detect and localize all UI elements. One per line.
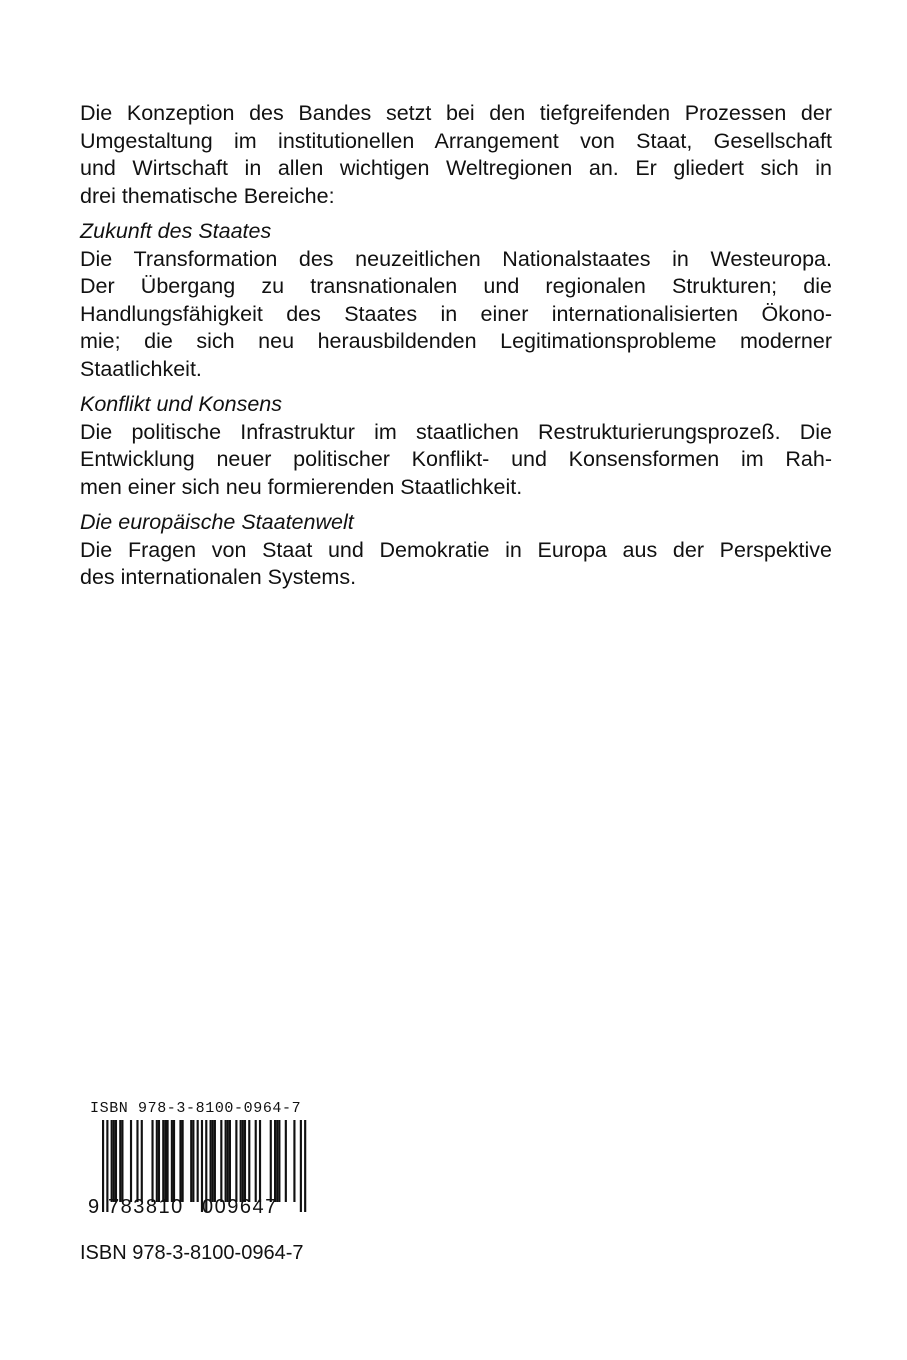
- barcode-bar: [259, 1120, 261, 1202]
- section-heading-zukunft: Zukunft des Staates: [80, 219, 272, 243]
- barcode-bar: [156, 1120, 158, 1202]
- barcode: [88, 1100, 318, 1218]
- barcode-bar: [164, 1120, 166, 1202]
- section-line: Die Fragen von Staat und Demokratie in Europa aus der Perspektive: [80, 537, 832, 562]
- section-line: Staatlichkeit.: [80, 356, 202, 381]
- intro-line: drei thematische Bereiche:: [80, 183, 335, 208]
- barcode-isbn-label: ISBN 978-3-8100-0964-7: [90, 1100, 302, 1117]
- isbn-text: ISBN 978-3-8100-0964-7: [80, 1242, 304, 1264]
- barcode-bar: [136, 1120, 138, 1202]
- barcode-bar: [285, 1120, 287, 1202]
- barcode-bar: [242, 1120, 244, 1202]
- section-line: mie; die sich neu herausbildenden Legitimationsprobleme moderner: [80, 329, 832, 353]
- section-line: Entwicklung neuer politischer Konflikt- und Konsensformen im Rah-: [80, 447, 832, 471]
- section-line: Handlungsfähigkeit des Staates in einer internationalisierten Ökono-: [80, 301, 832, 326]
- barcode-left-digits: 783810: [108, 1196, 184, 1218]
- barcode-bar: [141, 1120, 143, 1202]
- barcode-bar: [111, 1120, 113, 1202]
- section-heading-konflikt: Konflikt und Konsens: [80, 392, 282, 416]
- barcode-bar: [115, 1120, 117, 1202]
- barcode-bar: [293, 1120, 295, 1202]
- barcode-first-digit: 9: [88, 1196, 100, 1218]
- section-line: men einer sich neu formierenden Staatlichkeit.: [80, 474, 523, 499]
- barcode-bar: [130, 1120, 132, 1202]
- barcode-bar: [255, 1120, 257, 1202]
- barcode-bar: [220, 1120, 222, 1202]
- barcode-bar: [229, 1120, 231, 1202]
- barcode-bar: [300, 1120, 302, 1212]
- barcode-bar: [173, 1120, 175, 1202]
- barcode-bar: [171, 1120, 173, 1202]
- section-line: Die politische Infrastruktur im staatlichen Restrukturierungsprozeß. Die: [80, 419, 832, 444]
- barcode-bar: [158, 1120, 160, 1202]
- barcode-bar: [119, 1120, 121, 1202]
- intro-line: Umgestaltung im institutionellen Arrangement von Staat, Gesellschaft: [80, 128, 832, 153]
- barcode-bar: [274, 1120, 276, 1202]
- barcode-bar: [190, 1120, 192, 1202]
- section-line: des internationalen Systems.: [80, 565, 357, 589]
- barcode-bar: [240, 1120, 242, 1202]
- barcode-bar: [121, 1120, 123, 1202]
- barcode-bar: [278, 1120, 280, 1202]
- barcode-bar: [192, 1120, 194, 1202]
- barcode-bar: [113, 1120, 115, 1202]
- blurb: [80, 100, 832, 592]
- barcode-bar: [235, 1120, 237, 1202]
- barcode-bar: [182, 1120, 184, 1202]
- barcode-bar: [227, 1120, 229, 1202]
- barcode-bar: [244, 1120, 246, 1202]
- barcode-bar: [167, 1120, 169, 1202]
- barcode-bar: [304, 1120, 306, 1212]
- barcode-bar: [270, 1120, 272, 1202]
- barcode-bar: [197, 1120, 199, 1202]
- barcode-bar: [212, 1120, 214, 1202]
- barcode-bar: [214, 1120, 216, 1202]
- barcode-right-digits: 009647: [202, 1196, 278, 1218]
- intro-paragraph: [80, 100, 832, 210]
- section-body-konflikt: [80, 419, 832, 502]
- barcode-bar: [102, 1120, 104, 1212]
- section-heading-staatenwelt: Die europäische Staatenwelt: [80, 510, 354, 534]
- section-body-staatenwelt: [80, 537, 832, 592]
- barcode-bar: [248, 1120, 250, 1202]
- barcode-bar: [179, 1120, 181, 1202]
- section-line: Die Transformation des neuzeitlichen Nationalstaates in Westeuropa.: [80, 246, 832, 271]
- barcode-bar: [276, 1120, 278, 1202]
- section-body-zukunft: [80, 246, 832, 384]
- intro-line: Die Konzeption des Bandes setzt bei den tiefgreifenden Prozessen der: [80, 101, 832, 125]
- barcode-bar: [225, 1120, 227, 1202]
- barcode-bar: [210, 1120, 212, 1202]
- barcode-bar: [162, 1120, 164, 1202]
- barcode-bar: [151, 1120, 153, 1202]
- section-line: Der Übergang zu transnationalen und regionalen Strukturen; die: [80, 274, 832, 298]
- intro-line: und Wirtschaft in allen wichtigen Weltregionen an. Er gliedert sich in: [80, 156, 832, 180]
